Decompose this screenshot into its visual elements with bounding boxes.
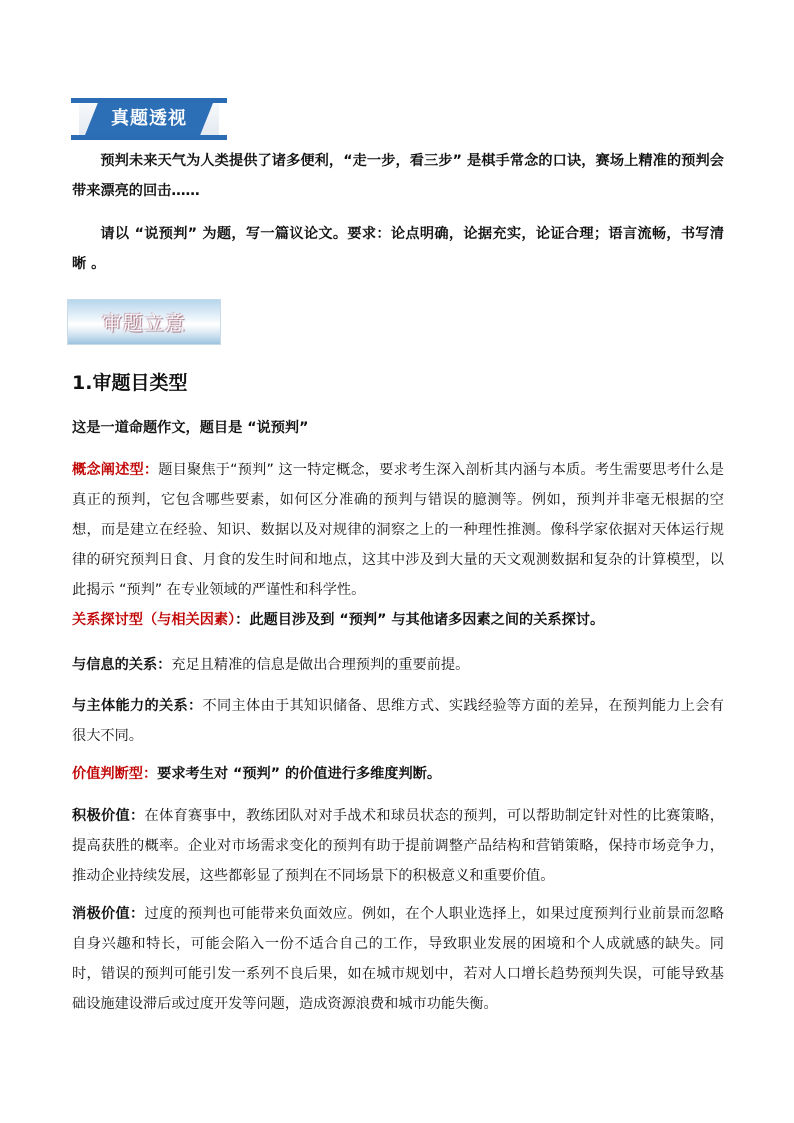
ability-paragraph: [72, 691, 724, 751]
concept-label: 概念阐述型：: [72, 462, 159, 478]
section-heading: 1.审题目类型: [72, 372, 188, 394]
negative-paragraph: [72, 899, 724, 1019]
relation-paragraph: [72, 605, 724, 635]
value-label: 价值判断型：: [72, 766, 158, 782]
concept-paragraph: [72, 455, 724, 605]
value-paragraph: [72, 759, 724, 789]
concept-text: 题目聚焦于“预判” 这一特定概念，要求考生深入剖析其内涵与本质。考生需要思考什么是真正的预判，它包含哪些要素，如何区分准确的预判与错误的臆测等。例如，预判并非毫无根据的空想，而是建立在经验、知识、数据以及对规律的洞察之上的一种理性推测。像科学家依据对天体运行规律的研究预判日食、月食的发生时间和地点，这其中涉及到大量的天文观测数据和复杂的计算模型，以此揭示 “预判” 在专业领域的严谨性和科学性。: [72, 462, 724, 598]
positive-label: 积极价值：: [72, 808, 145, 824]
section-banner-shenti: [67, 299, 221, 345]
section-banner-zhenti: [71, 98, 227, 140]
ability-label: 与主体能力的关系：: [72, 698, 203, 714]
positive-paragraph: [72, 801, 724, 891]
ability-text: 不同主体由于其知识储备、思维方式、实践经验等方面的差异，在预判能力上会有很大不同。: [72, 698, 724, 744]
info-text: 充足且精准的信息是做出合理预判的重要前提。: [171, 657, 470, 673]
value-text: 要求考生对 “预判” 的价值进行多维度判断。: [157, 766, 442, 782]
positive-text: 在体育赛事中，教练团队对对手战术和球员状态的预判，可以帮助制定针对性的比赛策略，提高获胜的概率。企业对市场需求变化的预判有助于提前调整产品结构和营销策略，保持市场竞争力，推动企业持续发展，这些都彰显了预判在不同场景下的积极意义和重要价值。: [72, 808, 724, 884]
prompt-paragraph-2: 请以 “说预判” 为题，写一篇议论文。要求：论点明确，论据充实，论证合理；语言流畅，书写清晰 。: [72, 226, 724, 272]
relation-label: 关系探讨型（与相关因素）: [72, 612, 236, 628]
relation-text: ：此题目涉及到 “预判” 与其他诸多因素之间的关系探讨。: [235, 612, 605, 628]
intro-line: 这是一道命题作文，题目是 “说预判”: [72, 420, 309, 436]
info-label: 与信息的关系：: [72, 657, 172, 673]
negative-label: 消极价值：: [72, 906, 145, 922]
info-paragraph: [72, 650, 724, 680]
banner-stripe-bottom: [71, 135, 227, 140]
prompt-paragraph-1: 预判未来天气为人类提供了诸多便利，“走一步，看三步” 是棋手常念的口诀，赛场上精准的预判会带来漂亮的回击……: [72, 153, 724, 199]
banner-title: 审题立意: [102, 311, 186, 335]
negative-text: 过度的预判也可能带来负面效应。例如，在个人职业选择上，如果过度预判行业前景而忽略自身兴趣和特长，可能会陷入一份不适合自己的工作，导致职业发展的困境和个人成就感的缺失。同时，错误的预判可能引发一系列不良后果，如在城市规划中，若对人口增长趋势预判失误，可能导致基础设施建设滞后或过度开发等问题，造成资源浪费和城市功能失衡。: [72, 906, 724, 1012]
banner-title: 真题透视: [111, 108, 187, 129]
